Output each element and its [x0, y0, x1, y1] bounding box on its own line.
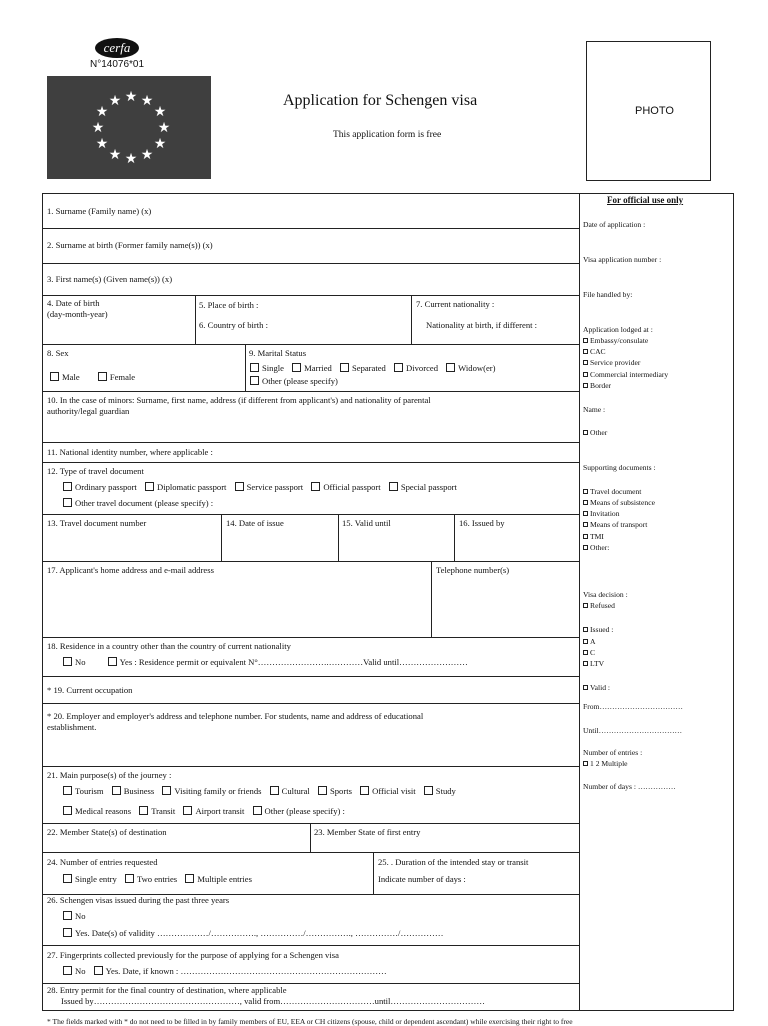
svg-text:★: ★ — [140, 147, 154, 163]
checkbox[interactable] — [108, 657, 117, 666]
field-20-employer[interactable]: * 20. Employer and employer's address and telephone number. For students, name and address of educational — [47, 711, 424, 721]
doc-ordinary-option[interactable]: Ordinary passport — [63, 482, 137, 492]
official-number-of-entries: Number of entries : — [583, 748, 643, 757]
marital-married-option[interactable]: Married — [292, 363, 332, 373]
official-from: From…………………………… — [583, 702, 683, 711]
field-14-date-of-issue[interactable]: 14. Date of issue — [226, 518, 284, 528]
page-subtitle: This application form is free — [333, 130, 442, 140]
fingerprints-no-option[interactable]: No — [63, 966, 86, 976]
field-28-issued-by[interactable]: Issued by……………………………………………, valid from……………………………until…………………………… — [61, 996, 485, 1006]
entries-single-option[interactable]: Single entry — [63, 874, 117, 884]
checkbox[interactable] — [139, 806, 148, 815]
checkbox[interactable] — [424, 786, 433, 795]
svg-text:★: ★ — [124, 151, 138, 167]
sex-female-option[interactable]: Female — [98, 372, 135, 382]
purpose-sports-option[interactable]: Sports — [318, 786, 352, 796]
entries-two-option[interactable]: Two entries — [125, 874, 177, 884]
official-lodged-at: Application lodged at : — [583, 325, 653, 334]
doc-diplomatic-option[interactable]: Diplomatic passport — [145, 482, 226, 492]
field-7-current-nationality[interactable]: 7. Current nationality : — [416, 299, 495, 309]
photo-box[interactable] — [586, 41, 711, 181]
official-use-title: For official use only — [607, 195, 684, 205]
svg-text:★: ★ — [157, 120, 171, 136]
field-23-member-state-first-entry[interactable]: 23. Member State of first entry — [314, 827, 421, 837]
field-17-telephone[interactable]: Telephone number(s) — [436, 565, 510, 575]
photo-label: PHOTO — [635, 105, 674, 117]
checkbox[interactable] — [394, 363, 403, 372]
field-10-minors-guardian[interactable]: 10. In the case of minors: Surname, first name, address (if different from applicant's) and nationality of parental — [47, 395, 431, 405]
official-doc-transport: Means of transport — [583, 520, 647, 530]
purpose-tourism-option[interactable]: Tourism — [63, 786, 104, 796]
official-date-of-application: Date of application : — [583, 220, 646, 229]
svg-text:★: ★ — [108, 93, 122, 109]
checkbox[interactable] — [63, 498, 72, 507]
official-issued-c: C — [583, 648, 595, 658]
field-20-employer-cont: establishment. — [47, 722, 97, 732]
sex-male-option[interactable]: Male — [50, 372, 80, 382]
checkbox[interactable] — [50, 372, 59, 381]
field-10-guardian-cont: authority/legal guardian — [47, 406, 130, 416]
field-22-member-states-destination[interactable]: 22. Member State(s) of destination — [47, 827, 167, 837]
checkbox[interactable] — [185, 874, 194, 883]
official-supporting-docs: Supporting documents : — [583, 463, 656, 472]
field-15-valid-until[interactable]: 15. Valid until — [342, 518, 391, 528]
official-lodged-embassy: Embassy/consulate — [583, 336, 648, 346]
eu-stars-icon — [47, 76, 211, 179]
checkbox[interactable] — [63, 874, 72, 883]
purpose-cultural-option[interactable]: Cultural — [270, 786, 310, 796]
footnote: * The fields marked with * do not need to be filled in by family members of EU, EEA or CH citizens (spouse, child or dependent ascendant) while exercising their right to free — [47, 1017, 573, 1026]
field-16-issued-by[interactable]: 16. Issued by — [459, 518, 505, 528]
doc-service-option[interactable]: Service passport — [235, 482, 304, 492]
marital-separated-option[interactable]: Separated — [340, 363, 386, 373]
official-issued-ltv: LTV — [583, 659, 604, 669]
svg-text:★: ★ — [124, 89, 138, 105]
field-25-days[interactable]: Indicate number of days : — [378, 874, 466, 884]
field-11-national-id[interactable]: 11. National identity number, where applicable : — [47, 447, 213, 457]
field-18-residence: 18. Residence in a country other than the country of current nationality — [47, 641, 291, 651]
schengen-yes-option[interactable]: Yes. Date(s) of validity ………………/……………., ……………/……………., ……………/…………… — [63, 928, 443, 938]
field-24-number-of-entries: 24. Number of entries requested — [47, 857, 158, 867]
field-27-fingerprints: 27. Fingerprints collected previously for the purpose of applying for a Schengen visa — [47, 950, 339, 960]
checkbox[interactable] — [63, 966, 72, 975]
field-6-country-of-birth[interactable]: 6. Country of birth : — [199, 320, 268, 330]
purpose-medical-option[interactable]: Medical reasons — [63, 806, 131, 816]
official-name: Name : — [583, 405, 606, 414]
official-lodged-commercial: Commercial intermediary — [583, 370, 668, 380]
checkbox[interactable] — [98, 372, 107, 381]
purpose-business-option[interactable]: Business — [112, 786, 155, 796]
checkbox[interactable] — [63, 482, 72, 491]
checkbox[interactable] — [63, 806, 72, 815]
purpose-airport-transit-option[interactable]: Airport transit — [183, 806, 244, 816]
official-doc-tmi: TMI — [583, 532, 604, 542]
marital-single-option[interactable]: Single — [250, 363, 284, 373]
official-until: Until…………………………… — [583, 726, 683, 735]
field-9-marital-status: 9. Marital Status — [249, 348, 307, 358]
residence-no-option[interactable]: No — [63, 657, 86, 667]
marital-widow-option[interactable]: Widow(er) — [446, 363, 495, 373]
field-2-surname-at-birth[interactable]: 2. Surname at birth (Former family name(s)) (x) — [47, 240, 213, 250]
checkbox[interactable] — [360, 786, 369, 795]
entries-multiple-option[interactable]: Multiple entries — [185, 874, 252, 884]
checkbox[interactable] — [63, 786, 72, 795]
checkbox[interactable] — [235, 482, 244, 491]
field-3-first-names[interactable]: 3. First name(s) (Given name(s)) (x) — [47, 274, 173, 284]
checkbox[interactable] — [270, 786, 279, 795]
field-5-place-of-birth[interactable]: 5. Place of birth : — [199, 300, 259, 310]
official-doc-subsistence: Means of subsistence — [583, 498, 655, 508]
checkbox[interactable] — [162, 786, 171, 795]
field-28-entry-permit: 28. Entry permit for the final country of destination, where applicable — [47, 985, 287, 995]
field-4-date-of-birth[interactable]: 4. Date of birth — [47, 298, 100, 308]
field-19-current-occupation[interactable]: * 19. Current occupation — [47, 685, 133, 695]
checkbox[interactable] — [292, 363, 301, 372]
official-visa-decision: Visa decision : — [583, 590, 628, 599]
field-7-nationality-at-birth[interactable]: Nationality at birth, if different : — [426, 320, 538, 330]
purpose-official-visit-option[interactable]: Official visit — [360, 786, 416, 796]
svg-text:★: ★ — [91, 120, 105, 136]
official-lodged-service-provider: Service provider — [583, 358, 640, 368]
checkbox[interactable] — [94, 966, 103, 975]
checkbox[interactable] — [63, 928, 72, 937]
application-form-table — [42, 193, 580, 1011]
purpose-study-option[interactable]: Study — [424, 786, 456, 796]
official-visa-application-number: Visa application number : — [583, 255, 662, 264]
official-entries-options: 1 2 Multiple — [583, 759, 628, 769]
official-number-of-days: Number of days : …………… — [583, 782, 676, 791]
eu-flag — [47, 76, 211, 179]
checkbox[interactable] — [183, 806, 192, 815]
checkbox[interactable] — [389, 482, 398, 491]
purpose-visiting-option[interactable]: Visiting family or friends — [162, 786, 261, 796]
checkbox[interactable] — [63, 911, 72, 920]
checkbox[interactable] — [112, 786, 121, 795]
official-doc-invitation: Invitation — [583, 509, 620, 519]
marital-divorced-option[interactable]: Divorced — [394, 363, 438, 373]
official-doc-travel: Travel document — [583, 487, 641, 497]
checkbox[interactable] — [250, 376, 259, 385]
svg-text:★: ★ — [153, 104, 167, 120]
svg-text:★: ★ — [95, 104, 109, 120]
svg-text:★: ★ — [95, 136, 109, 152]
doc-special-option[interactable]: Special passport — [389, 482, 457, 492]
official-valid: Valid : — [583, 683, 610, 693]
official-issued-a: A — [583, 637, 595, 647]
checkbox[interactable] — [63, 657, 72, 666]
form-number: N°14076*01 — [90, 59, 145, 70]
field-21-main-purpose: 21. Main purpose(s) of the journey : — [47, 770, 172, 780]
checkbox[interactable] — [145, 482, 154, 491]
field-1-surname[interactable]: 1. Surname (Family name) (x) — [47, 206, 152, 216]
official-issued: Issued : — [583, 625, 613, 635]
checkbox[interactable] — [250, 363, 259, 372]
checkbox[interactable] — [311, 482, 320, 491]
doc-other-option[interactable]: Other travel document (please specify) : — [63, 498, 213, 508]
field-8-sex: 8. Sex — [47, 348, 69, 358]
official-other: Other — [583, 428, 607, 438]
schengen-no-option[interactable]: No — [63, 911, 86, 921]
field-13-travel-document-number[interactable]: 13. Travel document number — [47, 518, 147, 528]
official-file-handled-by: File handled by: — [583, 290, 633, 299]
fingerprints-yes-option[interactable]: Yes. Date, if known : ……………………………………………………………… — [94, 966, 387, 976]
field-26-schengen-visas: 26. Schengen visas issued during the past three years — [47, 895, 230, 905]
page-title: Application for Schengen visa — [283, 92, 478, 109]
field-17-home-address[interactable]: 17. Applicant's home address and e-mail address — [47, 565, 214, 575]
purpose-other-option[interactable]: Other (please specify) : — [253, 806, 345, 816]
svg-text:★: ★ — [108, 147, 122, 163]
svg-text:★: ★ — [140, 93, 154, 109]
official-lodged-cac: CAC — [583, 347, 606, 357]
official-doc-other: Other: — [583, 543, 609, 553]
svg-text:★: ★ — [153, 136, 167, 152]
doc-official-option[interactable]: Official passport — [311, 482, 380, 492]
checkbox[interactable] — [446, 363, 455, 372]
field-25-duration: 25. . Duration of the intended stay or transit — [378, 857, 529, 867]
residence-yes-option[interactable]: Yes : Residence permit or equivalent N°…………………….…………Valid until…………………… — [108, 657, 468, 667]
cerfa-logo: cerfa — [95, 38, 139, 58]
field-4-format: (day-month-year) — [47, 309, 108, 319]
official-lodged-border: Border — [583, 381, 611, 391]
field-12-travel-document-type: 12. Type of travel document — [47, 466, 144, 476]
marital-other-option[interactable]: Other (please specify) — [250, 376, 338, 386]
purpose-transit-option[interactable]: Transit — [139, 806, 175, 816]
official-refused: Refused — [583, 601, 615, 611]
checkbox[interactable] — [340, 363, 349, 372]
checkbox[interactable] — [253, 806, 262, 815]
checkbox[interactable] — [318, 786, 327, 795]
checkbox[interactable] — [125, 874, 134, 883]
